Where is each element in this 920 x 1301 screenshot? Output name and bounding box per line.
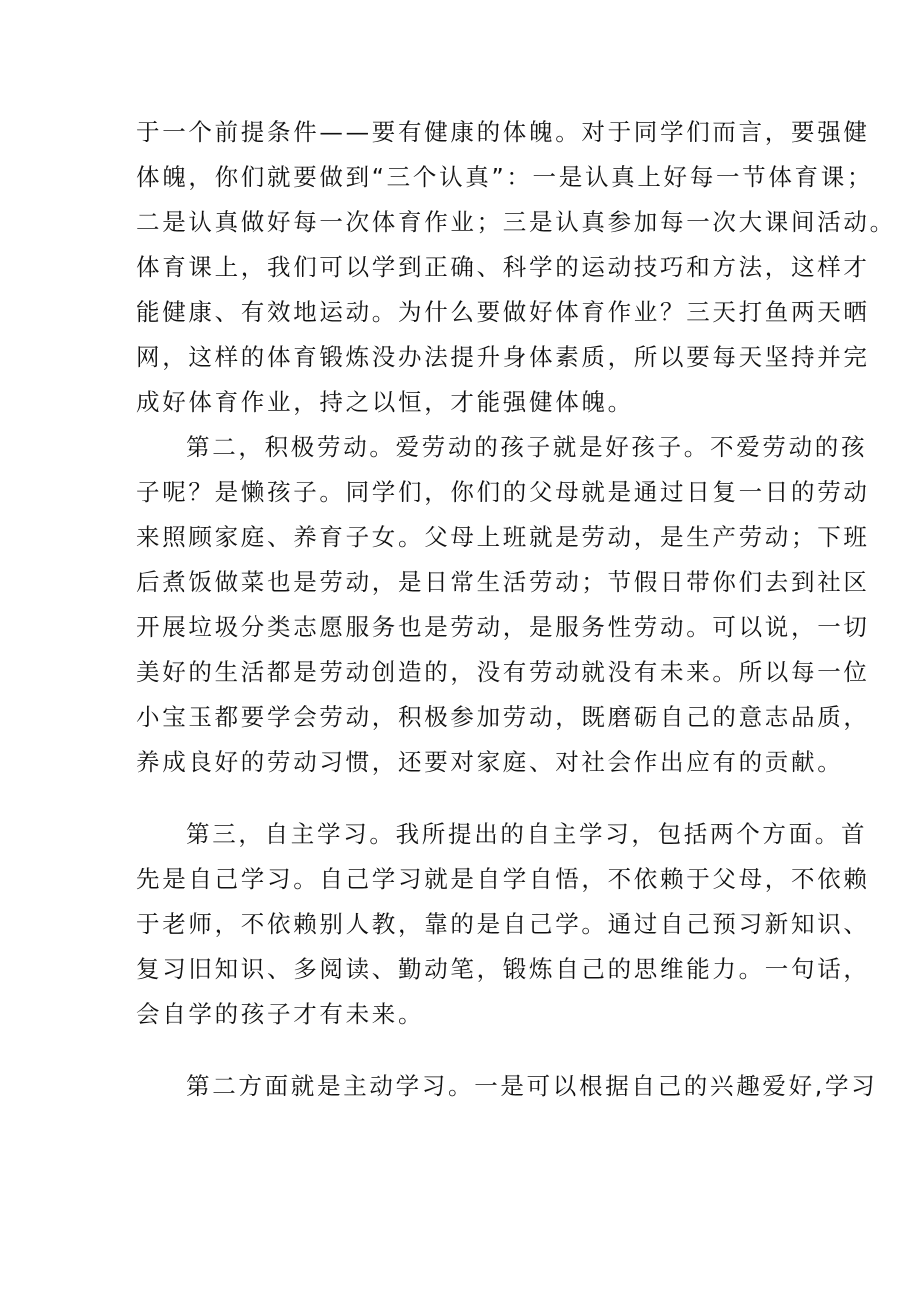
paragraph-3-line-2: 先是自己学习。自己学习就是自学自悟，不依赖于父母，不依赖 xyxy=(136,865,870,893)
paragraph-2-line-3: 来照顾家庭、养育子女。父母上班就是劳动，是生产劳动；下班 xyxy=(136,523,870,551)
paragraph-2-line-8: 养成良好的劳动习惯，还要对家庭、对社会作出应有的贡献。 xyxy=(136,748,844,776)
paragraph-3-line-4: 复习旧知识、多阅读、勤动笔，锻炼自己的思维能力。一句话， xyxy=(136,955,870,983)
paragraph-3-line-1: 第三，自主学习。我所提出的自主学习，包括两个方面。首 xyxy=(186,820,868,848)
paragraph-2-line-5: 开展垃圾分类志愿服务也是劳动，是服务性劳动。可以说，一切 xyxy=(136,613,870,641)
paragraph-1-line-1: 于一个前提条件——要有健康的体魄。对于同学们而言，要强健 xyxy=(136,118,870,146)
paragraph-2-line-7: 小宝玉都要学会劳动，积极参加劳动，既磨砺自己的意志品质， xyxy=(136,703,870,731)
paragraph-4-line-1: 第二方面就是主动学习。一是可以根据自己的兴趣爱好,学习 xyxy=(186,1072,878,1100)
paragraph-1-line-6: 网，这样的体育锻炼没办法提升身体素质，所以要每天坚持并完 xyxy=(136,343,870,371)
paragraph-2-line-2: 子呢？是懒孩子。同学们，你们的父母就是通过日复一日的劳动 xyxy=(136,478,870,506)
paragraph-2-line-1: 第二，积极劳动。爱劳动的孩子就是好孩子。不爱劳动的孩 xyxy=(186,433,868,461)
paragraph-3-line-5: 会自学的孩子才有未来。 xyxy=(136,1000,425,1028)
paragraph-1-line-2: 体魄，你们就要做到“三个认真”：一是认真上好每一节体育课； xyxy=(136,163,874,191)
paragraph-1-line-5: 能健康、有效地运动。为什么要做好体育作业？三天打鱼两天晒 xyxy=(136,298,870,326)
paragraph-2-line-6: 美好的生活都是劳动创造的，没有劳动就没有未来。所以每一位 xyxy=(136,658,870,686)
paragraph-1-line-7: 成好体育作业，持之以恒，才能强健体魄。 xyxy=(136,388,634,416)
paragraph-2-line-4: 后煮饭做菜也是劳动，是日常生活劳动；节假日带你们去到社区 xyxy=(136,568,870,596)
paragraph-1-line-3: 二是认真做好每一次体育作业；三是认真参加每一次大课间活动。 xyxy=(136,208,896,236)
paragraph-3-line-3: 于老师，不依赖别人教，靠的是自己学。通过自己预习新知识、 xyxy=(136,910,870,938)
paragraph-1-line-4: 体育课上，我们可以学到正确、科学的运动技巧和方法，这样才 xyxy=(136,253,870,281)
